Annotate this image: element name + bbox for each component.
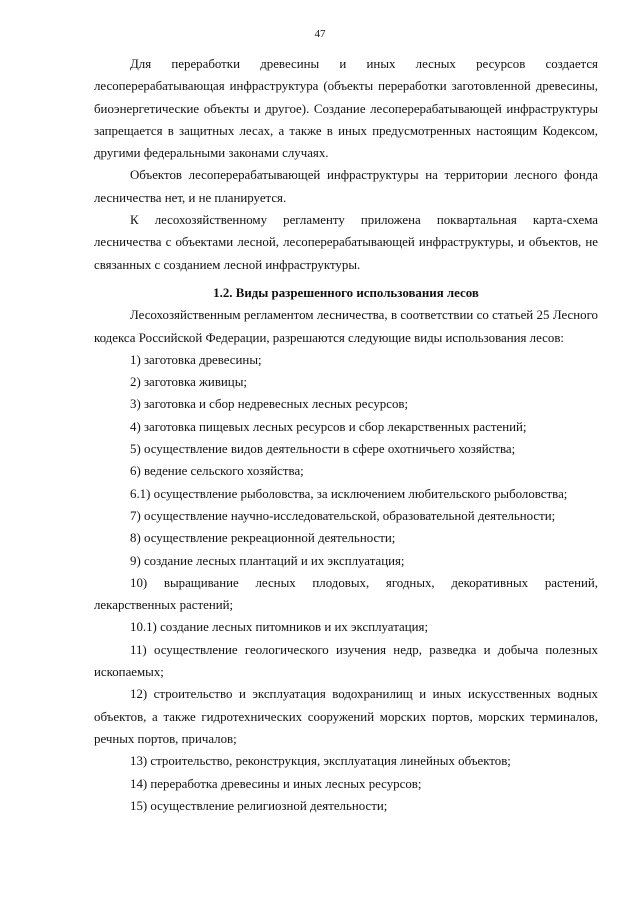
list-item: 2) заготовка живицы; [130,375,247,390]
list-item: 6.1) осуществление рыболовства, за исключением любительского рыболовства; [130,486,568,501]
list-item: 10) выращивание лесных плодовых, ягодных, декоративных растений, лекарственных растений; [94,575,598,613]
list-item: 11) осуществление геологического изучения недр, разведка и добыча полезных ископаемых; [94,642,598,680]
section-intro: Лесохозяйственным регламентом лесничества, в соответствии со статьей 25 Лесного кодекса Российской Федерации, разрешаются следующие виды использования лесов: [94,308,598,345]
list-item: 7) осуществление научно-исследовательской, образовательной деятельности; [130,508,556,523]
list-item: 5) осуществление видов деятельности в сфере охотничьего хозяйства; [130,442,516,457]
list-item: 14) переработка древесины и иных лесных ресурсов; [130,776,422,791]
list-item: 12) строительство и эксплуатация водохранилищ и иных искусственных водных объектов, а также гидротехнических сооружений морских портов, морских терминалов, речных портов, причалов; [94,687,598,746]
list-item: 6) ведение сельского хозяйства; [130,464,304,479]
page-body [94,53,598,817]
list-item: 3) заготовка и сбор недревесных лесных ресурсов; [130,397,409,412]
list-item: 8) осуществление рекреационной деятельности; [130,531,396,546]
section-heading: 1.2. Виды разрешенного использования лесов [213,285,479,300]
page-number: 47 [314,28,326,40]
list-item: 4) заготовка пищевых лесных ресурсов и сбор лекарственных растений; [130,419,527,434]
list-item: 10.1) создание лесных питомников и их эксплуатация; [130,620,429,635]
paragraph: К лесохозяйственному регламенту приложена поквартальная карта-схема лесничества с объектами лесной, лесоперерабатывающей инфраструктуры, и объектов, не связанных с созданием лесной инфраструктуры. [94,213,598,272]
list-item: 9) создание лесных плантаций и их эксплуатация; [130,553,405,568]
list-item: 1) заготовка древесины; [130,352,262,367]
paragraph: Объектов лесоперерабатывающей инфраструктуры на территории лесного фонда лесничества нет, и не планируется. [94,168,598,205]
paragraph: Для переработки древесины и иных лесных ресурсов создается лесоперерабатывающая инфраструктура (объекты переработки заготовленной древесины, биоэнергетические объекты и другое). Создание лесоперерабатывающей инфраструктуры запрещается в защитных лесах, а также в иных предусмотренных настоящим Кодексом, другими федеральными законами случаях. [94,57,598,161]
list-item: 15) осуществление религиозной деятельности; [130,798,388,813]
usage-list [94,349,598,817]
list-item: 13) строительство, реконструкция, эксплуатация линейных объектов; [130,754,511,769]
